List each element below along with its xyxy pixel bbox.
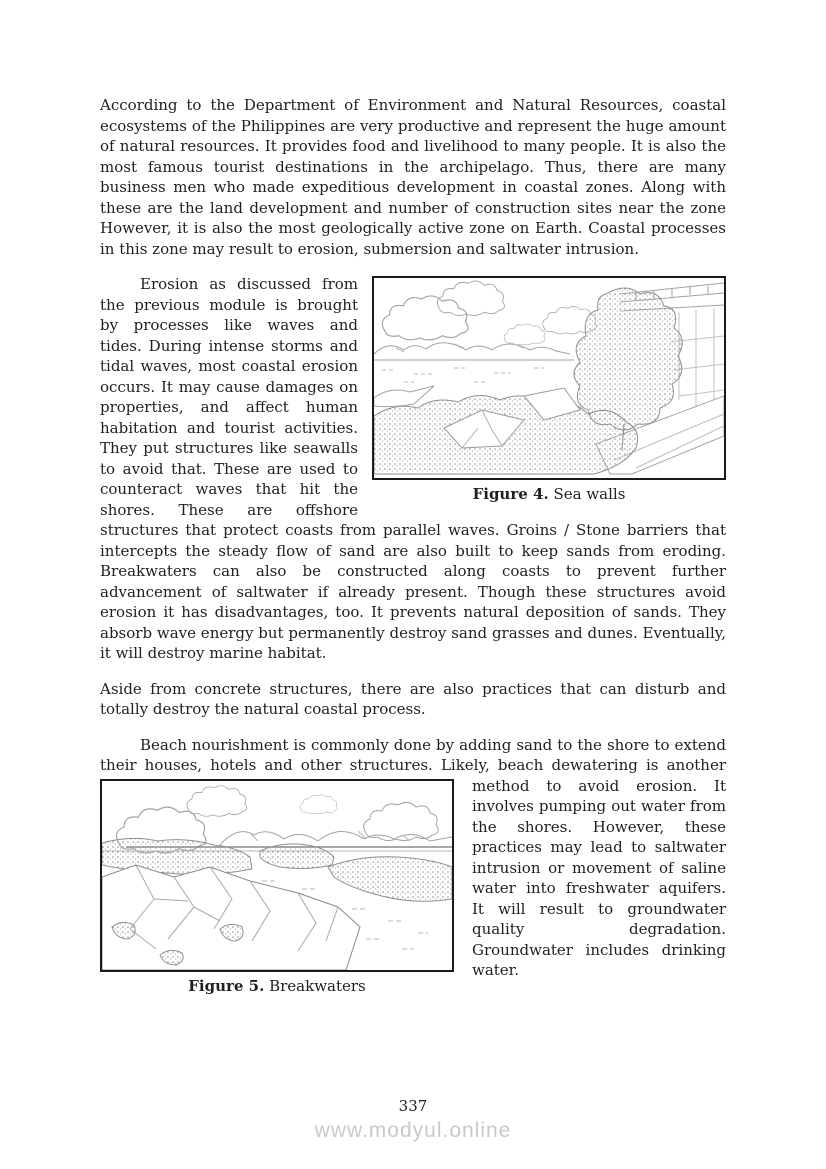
figure-5-label: Figure 5. — [188, 976, 265, 995]
figure-4-caption — [372, 484, 726, 504]
beach-paragraph — [100, 735, 726, 995]
aside-paragraph — [100, 679, 726, 720]
aside-text: Aside from concrete structures, there are also practices that can disturb and totally destroy the natural coastal process. — [100, 679, 726, 718]
page-number: 337 — [398, 1097, 428, 1115]
intro-text: According to the Department of Environment and Natural Resources, coastal ecosystems of the Philippines are very productive and represent the huge amount of natural resources. It provides food and livelihood to many people. It is also the most famous tourist destinations in the archipelago. Thus, there are many business men who made expeditious development in coastal zones. Along with these are the land development and number of construction sites near the zone However, it is also the most geologically active zone on Earth. Coastal processes in this zone may result to erosion, submersion and saltwater intrusion. — [100, 96, 726, 258]
figure-5-frame — [100, 779, 454, 972]
breakwater-illustration — [102, 781, 452, 970]
erosion-text: Erosion as discussed from the previous module is brought by processes like waves and tides. During intense storms and tidal waves, most coastal erosion occurs. It may cause damages on properties, and affect human habitation and tourist activities. They put structures like seawalls to avoid that. These are used to counteract waves that hit the shores. These are offshore structures that protect coasts from parallel waves. Groins / Stone barriers that intercepts the steady flow of sand are also built to keep sands from eroding. Breakwaters can also be constructed along coasts to prevent further advancement of saltwater if already present. Though these structures avoid erosion it has disadvantages, too. It prevents natural deposition of sands. They absorb wave energy but permanently destroy sand grasses and dunes. Eventually, it will destroy marine habitat. — [100, 275, 726, 662]
beach-text-1: Beach nourishment is commonly done by adding sand to the shore to extend their houses, hotels and other structures. Likely, beach dewatering is another — [100, 735, 726, 774]
erosion-paragraph — [100, 274, 726, 664]
figure-4-label: Figure 4. — [472, 485, 549, 503]
intro-paragraph — [100, 95, 726, 259]
figure-5 — [100, 779, 454, 996]
figure-4-caption-text: Sea walls — [553, 485, 626, 503]
figure-4 — [372, 276, 726, 504]
figure-4-frame — [372, 276, 726, 480]
page-content — [100, 95, 726, 998]
figure-5-caption — [100, 976, 454, 996]
beach-text-2: method to avoid erosion. It involves pumping out water from the shores. However, these practices may lead to saltwater intrusion or movement of saline water into freshwater aquifers. It will result to groundwater quality degradation. Groundwater includes drinking water. — [472, 776, 726, 979]
watermark: www.modyul.online — [314, 1119, 512, 1142]
figure-5-caption-text: Breakwaters — [269, 976, 366, 995]
seawall-illustration — [374, 278, 724, 478]
